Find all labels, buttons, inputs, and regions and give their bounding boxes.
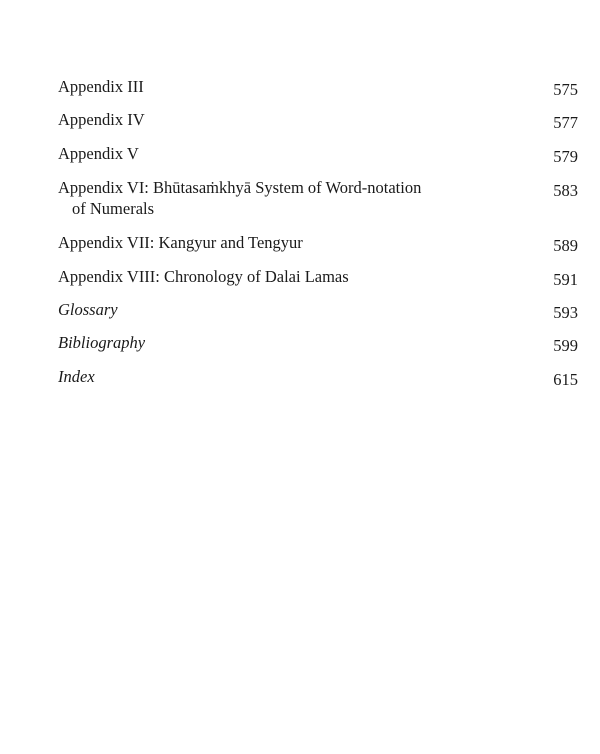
toc-entry-glossary [58,299,578,323]
toc-entry-title [58,177,478,219]
toc-entry-title: Appendix V [58,144,139,163]
toc-entry-title: Index [58,367,95,386]
toc-entry-title: Bibliography [58,333,146,352]
toc-entry-appendix-v [58,143,578,167]
toc-entry-page: 579 [553,147,578,166]
toc-entry-page: 591 [553,270,578,289]
toc-entry-page: 615 [553,370,578,389]
toc-entry-page: 583 [553,181,578,200]
toc-entry-appendix-vi [58,177,578,219]
toc-entry-title-line2: of Numerals [72,199,155,218]
toc-entry-title: Appendix III [58,77,144,96]
toc-entry-page: 589 [553,236,578,255]
toc-entry-page: 575 [553,80,578,99]
toc-entry-title: Appendix VII: Kangyur and Tengyur [58,233,303,252]
toc-entry-title: Glossary [58,300,118,319]
toc-entry-appendix-iii [58,76,578,100]
toc-entry-page: 577 [553,113,578,132]
toc-entry-appendix-iv [58,109,578,133]
toc-entry-appendix-vii [58,232,578,256]
toc-entry-appendix-viii [58,266,578,290]
toc-entry-page: 593 [553,303,578,322]
toc-entry-title-line1: Appendix VI: Bhūtasaṁkhyā System of Word-notation [58,178,422,197]
toc-entry-title: Appendix VIII: Chronology of Dalai Lamas [58,267,349,286]
toc-entry-bibliography [58,332,578,356]
toc-entry-index [58,366,578,390]
toc-entry-title: Appendix IV [58,110,145,129]
toc-entry-page: 599 [553,336,578,355]
